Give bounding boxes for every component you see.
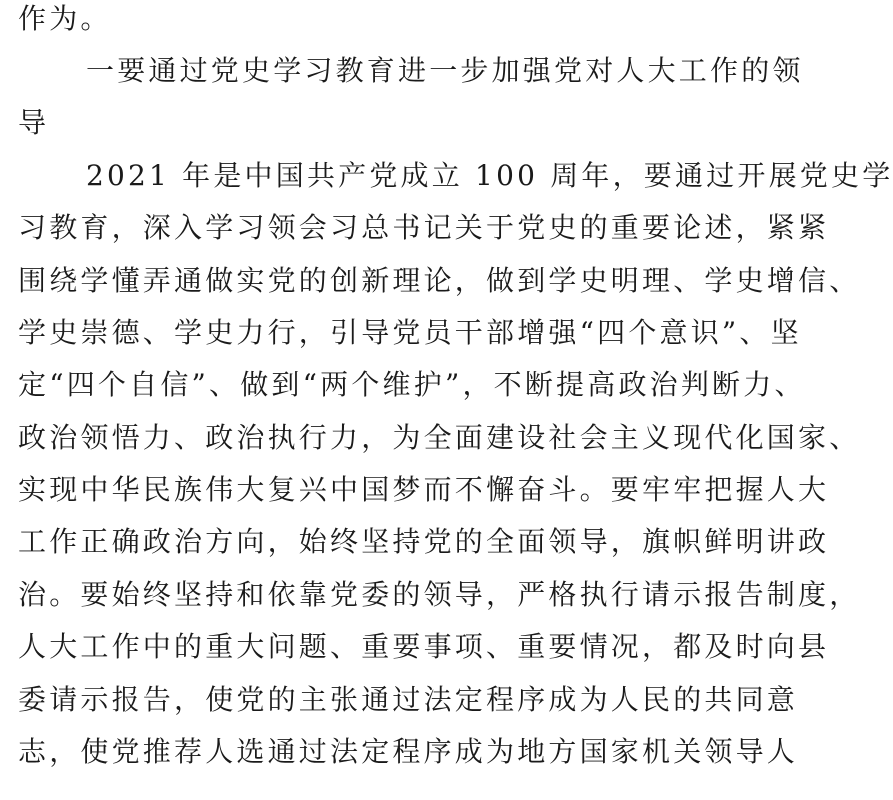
paragraph-line-11: 委请示报告，使党的主张通过法定程序成为人民的共同意 [18,683,799,716]
paragraph-line-2: 习教育，深入学习领会习总书记关于党史的重要论述，紧紧 [18,211,830,244]
paragraph-line-1: 2021 年是中国共产党成立 100 周年，要通过开展党史学 [86,159,893,192]
heading-line-1: 一要通过党史学习教育进一步加强党对人大工作的领 [86,54,804,87]
paragraph-line-7: 实现中华民族伟大复兴中国梦而不懈奋斗。要牢牢把握人大 [18,473,830,506]
paragraph-line-9: 治。要始终坚持和依靠党委的领导，严格执行请示报告制度， [18,578,861,611]
paragraph-line-6: 政治领悟力、政治执行力，为全面建设社会主义现代化国家、 [18,421,861,454]
heading-line-2: 导 [18,106,50,139]
paragraph-line-5: 定“四个自信”、做到“两个维护”，不断提高政治判断力、 [18,368,806,401]
paragraph-line-12: 志，使党推荐人选通过法定程序成为地方国家机关领导人 [18,735,799,768]
text-line-1: 作为。 [18,2,112,35]
paragraph-line-3: 围绕学懂弄通做实党的创新理论，做到学史明理、学史增信、 [18,264,861,297]
paragraph-line-8: 工作正确政治方向，始终坚持党的全面领导，旗帜鲜明讲政 [18,525,830,558]
paragraph-line-4: 学史崇德、学史力行，引导党员干部增强“四个意识”、坚 [18,316,802,349]
paragraph-line-10: 人大工作中的重大问题、重要事项、重要情况，都及时向县 [18,630,830,663]
